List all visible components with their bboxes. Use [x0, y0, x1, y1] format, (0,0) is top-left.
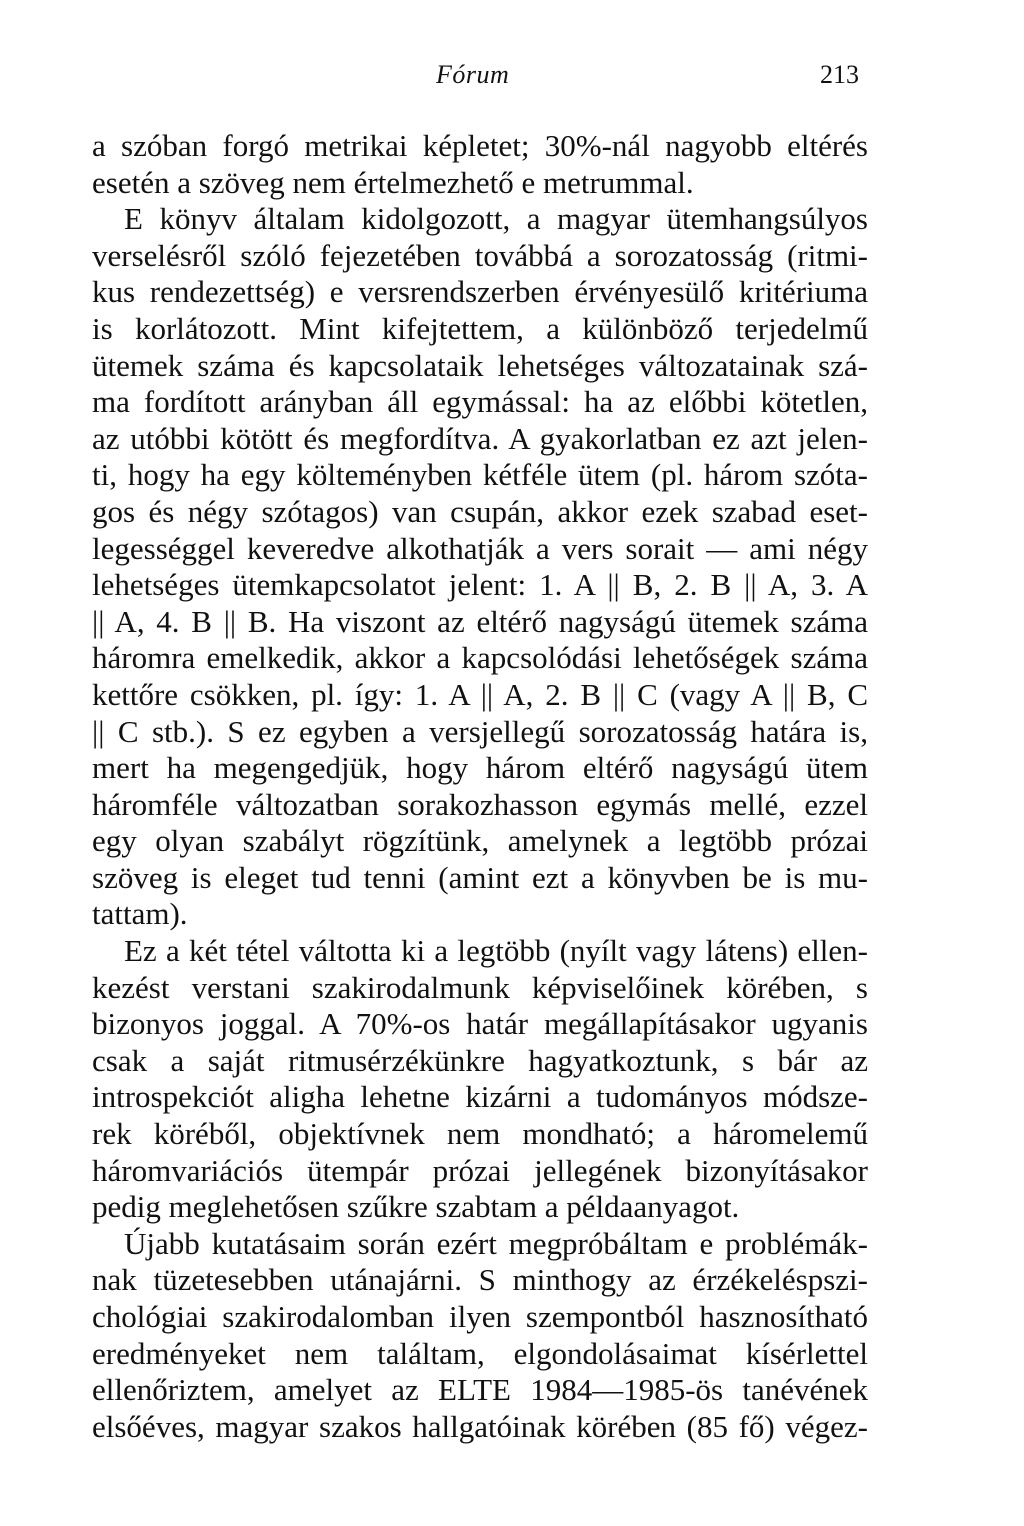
text-line: bizonyos joggal. A 70%-os határ megállapításakor ugyanis	[92, 1006, 868, 1042]
text-line: ma fordított arányban áll egymással: ha az előbbi kötetlen,	[92, 384, 868, 420]
text-line: || A, 4. B || B. Ha viszont az eltérő nagyságú ütemek száma	[92, 603, 868, 639]
text-line: ütemek száma és kapcsolataik lehetséges változatainak szá-	[92, 347, 868, 383]
text-line: ti, hogy ha egy költeményben kétféle ütem (pl. három szóta-	[92, 457, 868, 493]
text-line: chológiai szakirodalomban ilyen szempontból hasznosítható	[92, 1299, 868, 1334]
text-line: pedig meglehetősen szűkre szabtam a példaanyagot.	[92, 1189, 740, 1225]
text-line: lehetséges ütemkapcsolatot jelent: 1. A || B, 2. B || A, 3. A	[92, 567, 868, 603]
text-line: ellenőriztem, amelyet az ELTE 1984—1985-ös tanévének	[92, 1372, 868, 1408]
text-line: Újabb kutatásaim során ezért megpróbáltam e problémák-	[124, 1225, 868, 1261]
text-line: legességgel keveredve alkothatják a vers sorait — ami négy	[92, 530, 868, 566]
text-line: egy olyan szabályt rögzítünk, amelynek a legtöbb prózai	[92, 823, 868, 859]
text-line: esetén a szöveg nem értelmezhető e metrummal.	[92, 164, 694, 200]
text-line: háromféle változatban sorakozhasson egymás mellé, ezzel	[92, 786, 868, 822]
running-head	[0, 60, 1024, 100]
text-line: háromvariációs ütempár prózai jellegének bizonyításakor	[92, 1152, 868, 1188]
text-line: rek köréből, objektívnek nem mondható; a háromelemű	[92, 1116, 868, 1152]
text-line: kus rendezettség) e versrendszerben érvényesülő kritériuma	[92, 274, 868, 310]
text-line: csak a saját ritmusérzékünkre hagyatkoztunk, s bár az	[92, 1042, 868, 1078]
text-line: || C stb.). S ez egyben a versjellegű sorozatosság határa is,	[92, 713, 868, 749]
text-line: is korlátozott. Mint kifejtettem, a különböző terjedelmű	[92, 310, 868, 346]
body-text	[92, 128, 868, 1445]
text-line: tattam).	[92, 896, 188, 932]
text-line: az utóbbi kötött és megfordítva. A gyakorlatban ez azt jelen-	[92, 420, 868, 456]
text-line: elsőéves, magyar szakos hallgatóinak körében (85 fő) végez-	[92, 1408, 868, 1444]
text-line: kettőre csökken, pl. így: 1. A || A, 2. B || C (vagy A || B, C	[92, 676, 868, 712]
text-line: Ez a két tétel váltotta ki a legtöbb (nyílt vagy látens) ellen-	[124, 933, 868, 969]
text-line: nak tüzetesebben utánajárni. S minthogy az érzékeléspszi-	[92, 1262, 868, 1298]
text-line: a szóban forgó metrikai képletet; 30%-nál nagyobb eltérés	[92, 128, 868, 163]
running-title: Fórum	[436, 60, 510, 89]
text-line: mert ha megengedjük, hogy három eltérő nagyságú ütem	[92, 750, 868, 786]
text-line: introspekciót aligha lehetne kizárni a tudományos módsze-	[92, 1079, 868, 1115]
text-line: verselésről szóló fejezetében továbbá a sorozatosság (ritmi-	[92, 237, 868, 273]
text-line: szöveg is eleget tud tenni (amint ezt a könyvben be is mu-	[92, 859, 868, 895]
text-line: eredményeket nem találtam, elgondolásaimat kísérlettel	[92, 1335, 868, 1371]
page-number: 213	[820, 60, 859, 89]
text-line: gos és négy szótagos) van csupán, akkor ezek szabad eset-	[92, 493, 868, 529]
text-line: E könyv általam kidolgozott, a magyar ütemhangsúlyos	[124, 201, 868, 237]
text-line: kezést verstani szakirodalmunk képviselőinek körében, s	[92, 969, 868, 1005]
text-line: háromra emelkedik, akkor a kapcsolódási lehetőségek száma	[92, 640, 868, 676]
